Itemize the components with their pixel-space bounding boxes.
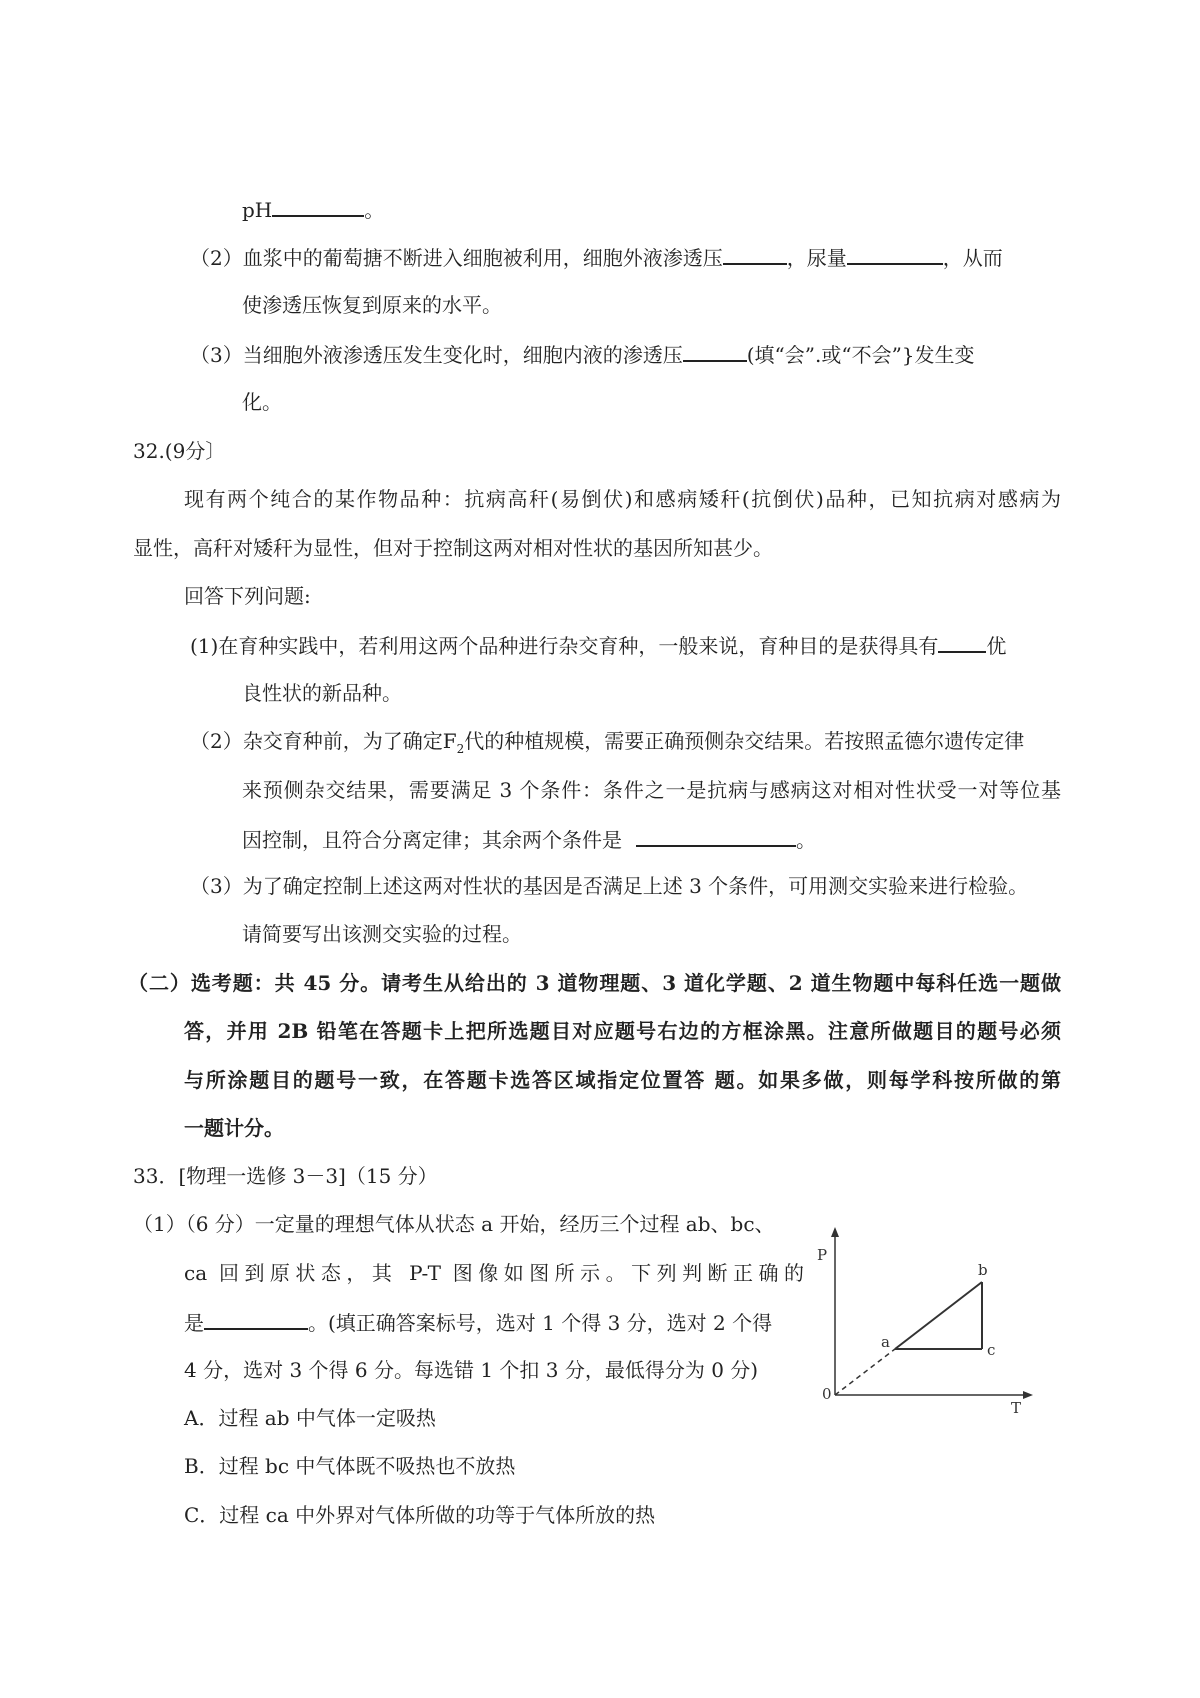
q32-item2-num: （2） — [190, 729, 243, 753]
q31-item2-line2: 使渗透压恢复到原来的水平。 — [242, 293, 502, 317]
q32-item3-line2: 请简要写出该测交实验的过程。 — [242, 922, 522, 946]
q33-part1-text-b: 。(填正确答案标号，选对 1 个得 3 分，选对 2 个得 — [308, 1311, 773, 1335]
q32-conditions-blank[interactable] — [636, 823, 796, 847]
q31-item3-line1 — [190, 338, 975, 370]
q31-item2-num: （2） — [190, 246, 243, 270]
t-axis-arrow-icon — [1023, 1391, 1033, 1399]
section2-line1: （二）选考题：共 45 分。请考生从给出的 3 道物理题、3 道化学题、2 道生物题中每科任选一题做 — [128, 971, 1061, 995]
q33-option-a: A．过程 ab 中气体一定吸热 — [184, 1406, 436, 1430]
q33-header: 33．[物理一选修 3－3]（15 分） — [133, 1164, 438, 1188]
q33-option-c: C．过程 ca 中外界对气体所做的功等于气体所放的热 — [184, 1503, 656, 1527]
q33-part1-line2: ca 回到原状态，其 P-T 图像如图所示。下列判断正确的 — [184, 1261, 804, 1285]
q32-item1-line2: 良性状的新品种。 — [242, 681, 402, 705]
q31-osmotic-pressure-blank[interactable] — [723, 241, 787, 265]
q32-item2-line1 — [190, 726, 1024, 764]
origin-label: 0 — [822, 1385, 832, 1403]
extension-dashed-line — [835, 1349, 895, 1395]
q32-intro-line2: 显性，高秆对矮秆为显性，但对于控制这两对相对性状的基因所知甚少。 — [133, 536, 773, 560]
process-ab — [895, 1282, 982, 1349]
q32-item2-text-b: 代的种植规模，需要正确预侧杂交结果。若按照孟德尔遗传定律 — [464, 729, 1025, 753]
q32-item3-num: （3） — [190, 874, 243, 898]
q32-item2-text-a: 杂交育种前，为了确定F — [242, 729, 457, 753]
q31-item2-text-c: ，从而 — [942, 246, 1003, 270]
p-axis-label: P — [817, 1246, 828, 1264]
q31-item3-line2: 化。 — [242, 390, 282, 414]
q32-item2-subscript: 2 — [456, 742, 465, 756]
q33-option-b: B．过程 bc 中气体既不吸热也不放热 — [184, 1454, 516, 1478]
q31-item2-text-a: 血浆中的葡萄搪不断进入细胞被利用，细胞外液渗透压 — [242, 246, 723, 270]
q31-intracellular-blank[interactable] — [683, 338, 747, 362]
section2-line3: 与所涂题目的题号一致，在答题卡选答区域指定位置答 题。如果多做，则每学科按所做的第 — [184, 1068, 1061, 1092]
q31-item3-num: （3） — [190, 343, 243, 367]
q31-urine-volume-blank[interactable] — [847, 241, 943, 265]
point-c-label: c — [987, 1341, 996, 1359]
p-t-diagram — [815, 1225, 1045, 1415]
q32-item2-text-d: 。 — [796, 828, 816, 852]
q32-item2-line2: 来预侧杂交结果，需要满足 3 个条件：条件之一是抗病与感病这对相对性状受一对等位基 — [242, 778, 1061, 802]
point-b-label: b — [978, 1261, 988, 1279]
q32-item1-line1 — [190, 629, 1006, 661]
q31-ph-line — [242, 193, 384, 225]
q32-item2-text-c: 因控制，且符合分离定律；其余两个条件是 — [242, 828, 622, 852]
q31-item2-line1 — [190, 241, 1003, 273]
point-a-label: a — [881, 1333, 890, 1351]
q32-item1-text-a: 在育种实践中，若利用这两个品种进行杂交育种，一般来说，育种目的是获得具有 — [218, 634, 939, 658]
q33-part1-line3 — [184, 1306, 772, 1338]
q33-part1-text-a: 是 — [184, 1311, 204, 1335]
q33-part1-line1: （1）（6 分）一定量的理想气体从状态 a 开始，经历三个过程 ab、bc、 — [133, 1212, 775, 1236]
q31-item3-text-b: (填“会”.或“不会”}发生变 — [746, 343, 975, 367]
q31-ph-blank[interactable] — [272, 193, 364, 217]
q33-part1-line4: 4 分，选对 3 个得 6 分。每选错 1 个扣 3 分，最低得分为 0 分) — [184, 1358, 759, 1382]
p-axis-arrow-icon — [831, 1227, 839, 1237]
q32-item1-num: (1) — [190, 634, 219, 658]
q32-item3-line1 — [190, 871, 1028, 901]
q33-answer-blank[interactable] — [204, 1306, 308, 1330]
section2-line4: 一题计分。 — [184, 1116, 284, 1140]
q32-header: 32.(9分〕 — [133, 439, 226, 463]
q32-item2-line3 — [242, 823, 816, 855]
q31-item3-text-a: 当细胞外液渗透压发生变化时，细胞内液的渗透压 — [242, 343, 683, 367]
section2-line2: 答，并用 2B 铅笔在答题卡上把所选题目对应题号右边的方框涂黑。注意所做题目的题号必须 — [184, 1019, 1061, 1043]
q32-item3-text: 为了确定控制上述这两对性状的基因是否满足上述 3 个条件，可用测交实验来进行检验。 — [242, 874, 1029, 898]
q32-intro-line1: 现有两个纯合的某作物品种：抗病高秆(易倒伏)和感病矮秆(抗倒伏)品种，已知抗病对感病为 — [184, 487, 1061, 511]
q32-item1-text-b: 优 — [986, 634, 1007, 658]
q31-item2-text-b: ，尿量 — [786, 246, 847, 270]
q31-ph-suffix: 。 — [364, 198, 385, 222]
t-axis-label: T — [1011, 1399, 1022, 1415]
q31-ph-prefix: pH — [242, 198, 273, 222]
q32-prompt: 回答下列问题: — [184, 584, 311, 608]
q32-traits-blank[interactable] — [938, 629, 986, 653]
